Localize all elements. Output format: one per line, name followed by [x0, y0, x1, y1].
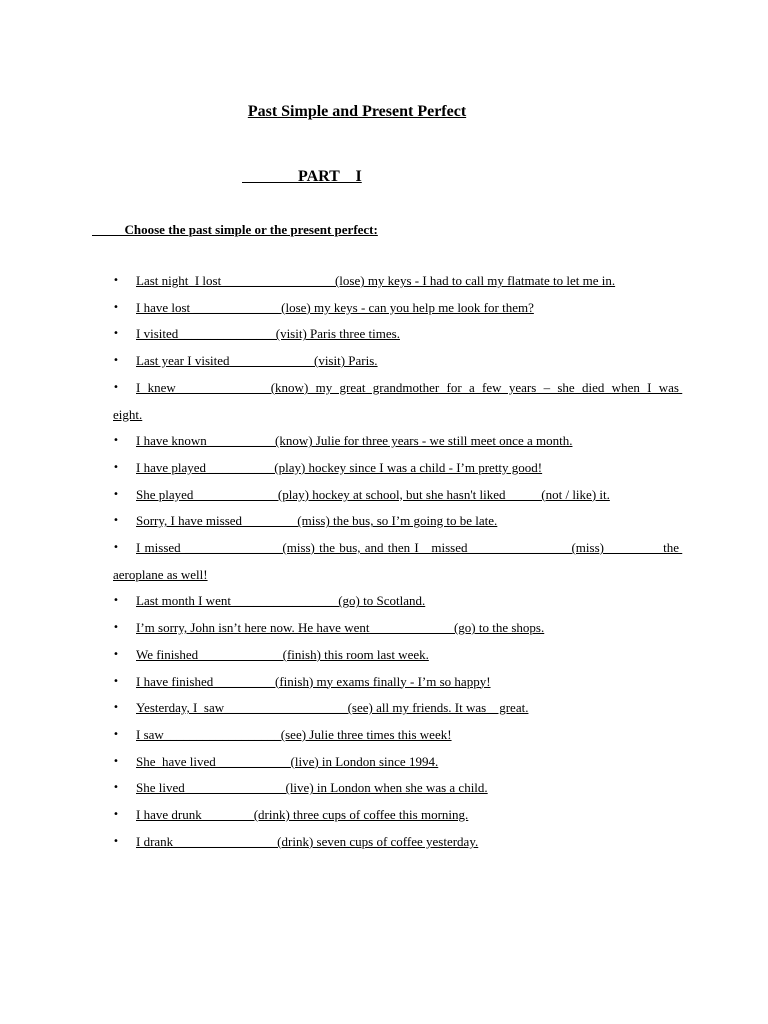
page-title: Past Simple and Present Perfect: [247, 103, 467, 120]
exercise-text: I missed _______________(miss) the bus, and then I missed________________(miss) the aeroplane as well!: [113, 540, 683, 582]
bullet-icon: •: [113, 461, 119, 473]
exercise-item: [113, 749, 679, 776]
instructions: Choose the past simple or the present perfect:: [92, 222, 378, 237]
bullet-icon: •: [113, 488, 119, 500]
bullet-icon: •: [113, 728, 119, 740]
exercise-text: I have played __________(play) hockey since I was a child - I’m pretty good!: [136, 459, 543, 475]
exercise-text: I visited_______________(visit) Paris three times.: [136, 326, 400, 342]
bullet-icon: •: [113, 675, 119, 687]
exercise-text: We finished (finish) this room last week.: [136, 646, 429, 662]
exercise-item: [113, 455, 679, 482]
exercise-item: [113, 588, 679, 615]
bullet-icon: •: [113, 355, 119, 367]
bullet-icon: •: [113, 622, 119, 634]
exercise-text: I drank________________(drink) seven cups of coffee yesterday.: [136, 833, 479, 849]
exercise-item: [113, 722, 679, 749]
part-heading: PART I: [242, 168, 362, 185]
exercise-item: [113, 829, 679, 856]
exercise-text: I have finished _________(finish) my exams finally - I’m so happy!: [136, 673, 491, 689]
exercise-item: [113, 428, 679, 455]
bullet-icon: •: [113, 435, 119, 447]
exercise-item: [113, 695, 679, 722]
exercise-text: She have lived ___________(live) in London since 1994.: [136, 753, 439, 769]
exercise-item: [113, 321, 679, 348]
exercise-item: [113, 615, 679, 642]
bullet-icon: •: [113, 782, 119, 794]
exercise-text: I’m sorry, John isn’t here now. He have went (go) to the shops.: [136, 620, 545, 636]
exercise-text: Yesterday, I saw___________________(see) all my friends. It was great.: [136, 700, 529, 716]
bullet-icon: •: [113, 328, 119, 340]
exercise-item: [113, 775, 679, 802]
exercise-item: [113, 535, 683, 588]
bullet-icon: •: [113, 301, 119, 313]
exercise-item: [113, 802, 679, 829]
exercise-text: I have lost _____________ (lose) my keys - can you help me look for them?: [136, 299, 534, 315]
exercise-text: I have drunk (drink) three cups of coffee this morning.: [136, 807, 469, 823]
bullet-icon: •: [113, 542, 119, 554]
bullet-icon: •: [113, 702, 119, 714]
exercise-item: [113, 642, 679, 669]
bullet-icon: •: [113, 381, 119, 393]
bullet-icon: •: [113, 275, 119, 286]
exercise-text: Sorry, I have missed (miss) the bus, so I’m going to be late.: [136, 513, 498, 529]
exercise-text: She played (play) hockey at school, but she hasn't liked (not / like) it.: [136, 486, 610, 502]
bullet-icon: •: [113, 835, 119, 847]
exercise-text: Last night I lost _________________(lose) my keys - I had to call my flatmate to let me in.: [136, 273, 616, 288]
exercise-text: I saw__________________(see) Julie three times this week!: [136, 726, 452, 742]
exercise-text: She lived (live) in London when she was a child.: [136, 780, 488, 796]
exercise-text: Last month I went ________________(go) to Scotland.: [136, 593, 426, 609]
bullet-icon: •: [113, 648, 119, 660]
exercise-text: I knew (know) my great grandmother for a few years – she died when I was eight.: [113, 379, 683, 422]
exercise-text: Last year I visited (visit) Paris.: [136, 353, 378, 369]
exercise-item: [113, 295, 679, 322]
exercise-text: I have known __________(know) Julie for three years - we still meet once a month.: [136, 433, 573, 449]
exercise-item: [113, 375, 683, 428]
bullet-icon: •: [113, 515, 119, 527]
exercise-item: [113, 268, 679, 295]
exercise-item: [113, 669, 679, 696]
bullet-icon: •: [113, 809, 119, 821]
exercise-item: [113, 508, 679, 535]
exercise-list: [113, 268, 683, 855]
exercise-item: [113, 348, 679, 375]
exercise-item: [113, 482, 679, 509]
bullet-icon: •: [113, 595, 119, 607]
bullet-icon: •: [113, 755, 119, 767]
